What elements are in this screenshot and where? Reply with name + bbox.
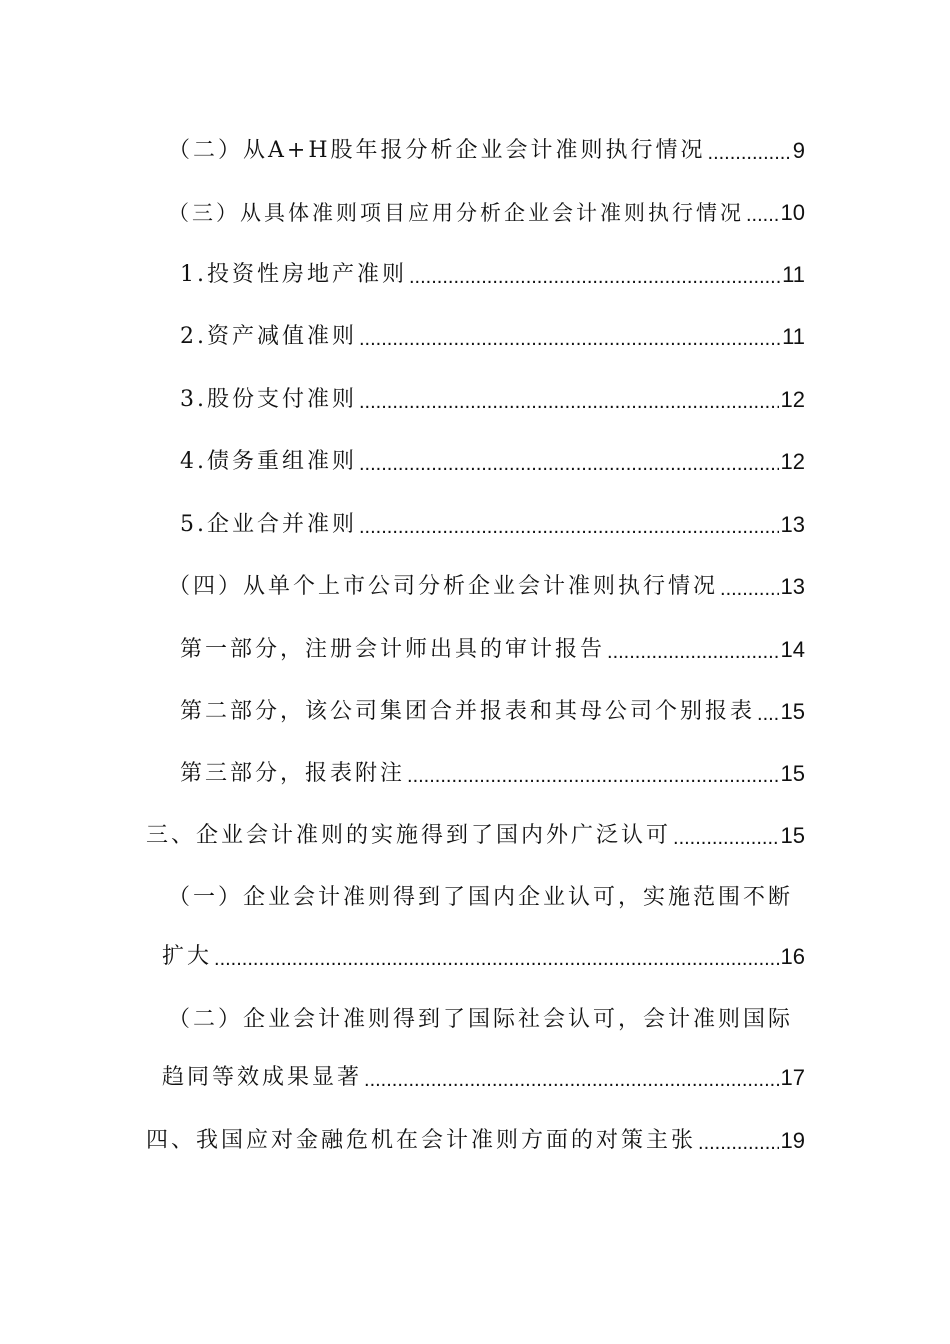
toc-entry-title[interactable]: （二）企业会计准则得到了国际社会认可，会计准则国际 (168, 1007, 794, 1032)
toc-entry-title: 5.企业合并准则 (180, 512, 357, 537)
toc-leader-dots (359, 512, 779, 542)
toc-leader-dots (720, 574, 779, 604)
toc-entry-title: （三）从具体准则项目应用分析企业会计准则执行情况 (168, 201, 744, 225)
toc-entry-page: 13 (780, 512, 805, 537)
toc-entry-title: 第二部分，该公司集团合并报表和其母公司个别报表 (180, 699, 756, 724)
toc-entry-title-continued: 扩大 (162, 944, 213, 969)
toc-entry-title: 第一部分，注册会计师出具的审计报告 (180, 637, 606, 662)
toc-entry[interactable] (180, 258, 805, 292)
toc-entry[interactable] (180, 320, 805, 354)
toc-entry[interactable] (146, 819, 805, 853)
toc-entry[interactable] (162, 1061, 805, 1095)
toc-entry[interactable] (168, 570, 805, 604)
toc-entry[interactable] (180, 757, 805, 791)
toc-entry-page: 13 (780, 574, 805, 599)
toc-leader-dots (407, 761, 779, 791)
toc-entry[interactable] (168, 196, 805, 230)
toc-entry-page: 17 (780, 1065, 805, 1090)
toc-entry-title: 三、企业会计准则的实施得到了国内外广泛认可 (146, 823, 672, 848)
toc-entry-title: 4.债务重组准则 (180, 449, 357, 474)
toc-entry[interactable] (146, 1124, 805, 1158)
toc-entry-page: 10 (780, 200, 805, 225)
toc-leader-dots (409, 262, 780, 292)
toc-leader-dots (708, 138, 791, 168)
toc-entry-page: 15 (780, 699, 805, 724)
toc-leader-dots (364, 1065, 779, 1095)
toc-entry-title: 第三部分，报表附注 (180, 761, 406, 786)
toc-entry[interactable] (180, 695, 805, 729)
toc-entry[interactable] (162, 940, 805, 974)
toc-leader-dots (698, 1128, 779, 1158)
toc-leader-dots (673, 823, 779, 853)
toc-entry-title: （二）从A+H股年报分析企业会计准则执行情况 (168, 138, 706, 163)
toc-entry-page: 14 (780, 637, 805, 662)
toc-leader-dots (757, 699, 779, 729)
toc-entry-page: 15 (780, 823, 805, 848)
toc-entry[interactable] (180, 508, 805, 542)
toc-entry-title: （四）从单个上市公司分析企业会计准则执行情况 (168, 574, 719, 599)
toc-entry[interactable] (180, 445, 805, 479)
toc-entry-page: 11 (782, 262, 805, 287)
toc-entry[interactable] (168, 134, 805, 168)
toc-entry-title[interactable]: （一）企业会计准则得到了国内企业认可，实施范围不断 (168, 885, 794, 910)
toc-entry-title: 1.投资性房地产准则 (180, 262, 407, 287)
toc-leader-dots (359, 324, 780, 354)
toc-leader-dots (607, 637, 779, 667)
toc-leader-dots (359, 387, 779, 417)
toc-entry-page: 12 (780, 449, 805, 474)
toc-entry-page: 12 (780, 387, 805, 412)
toc-entry-page: 19 (780, 1128, 805, 1153)
toc-entry-page: 9 (792, 138, 805, 163)
toc-entry-page: 15 (780, 761, 805, 786)
toc-leader-dots (746, 200, 779, 230)
toc-leader-dots (214, 944, 779, 974)
toc-leader-dots (359, 449, 779, 479)
toc-entry[interactable] (180, 633, 805, 667)
toc-entry-title: 3.股份支付准则 (180, 387, 357, 412)
toc-entry-title-continued: 趋同等效成果显著 (162, 1065, 363, 1090)
toc-entry-page: 11 (782, 324, 805, 349)
toc-entry-page: 16 (780, 944, 805, 969)
toc-entry[interactable] (180, 383, 805, 417)
toc-entry-title: 2.资产减值准则 (180, 324, 357, 349)
toc-entry-title: 四、我国应对金融危机在会计准则方面的对策主张 (146, 1128, 697, 1153)
